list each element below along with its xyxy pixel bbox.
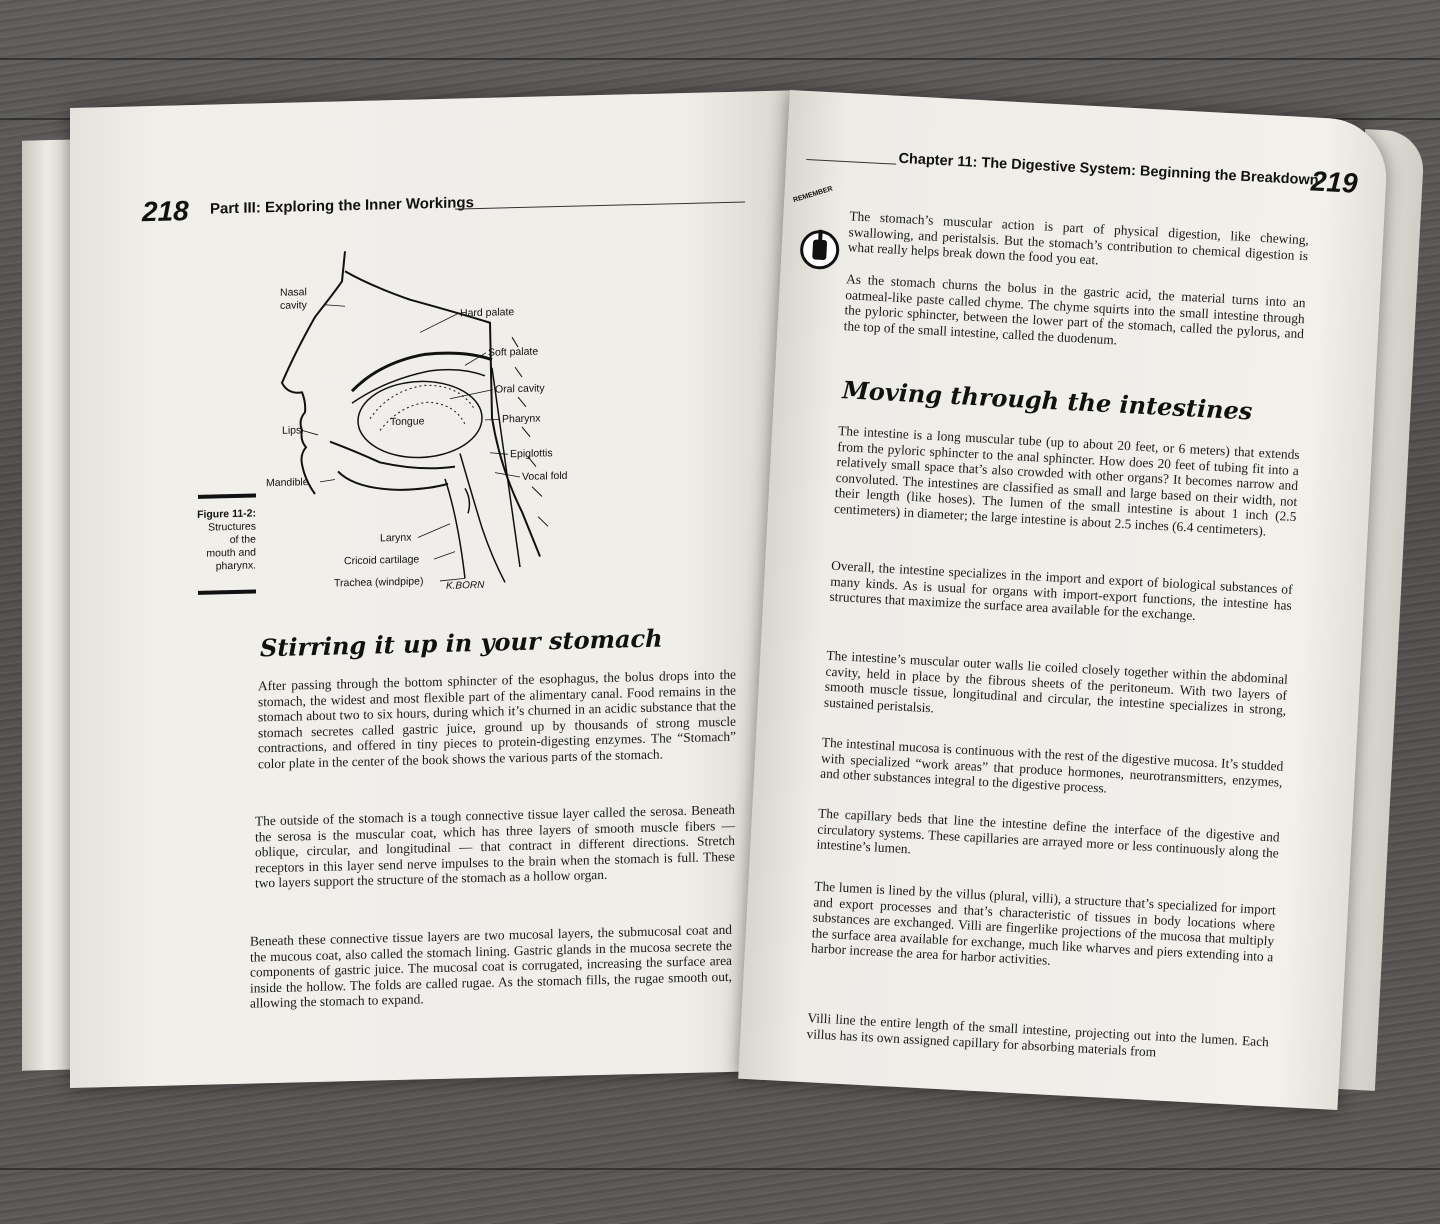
caption-line: of the xyxy=(229,533,256,547)
table-plank-seam xyxy=(0,58,1440,60)
body-paragraph: Villi line the entire length of the small intestine, projecting out into the lumen. Each villus has its own assigned capillary for absorbing materials from xyxy=(806,1010,1270,1060)
running-head-rule xyxy=(455,202,745,210)
running-head: Chapter 11: The Digestive System: Beginning the Breakdown xyxy=(898,150,1319,189)
body-paragraph: The stomach’s muscular action is part of physical digestion, like chewing, swallowing, and peristalsis. But the stomach’s contribution to chemical digestion is what really helps break down the food you eat. xyxy=(847,208,1310,268)
label-mandible: Mandible xyxy=(266,476,309,490)
figure-labels xyxy=(250,239,568,592)
illustrator-signature: K.BORN xyxy=(446,579,485,592)
table-plank-seam xyxy=(0,1168,1440,1170)
right-page xyxy=(738,90,1389,1110)
caption-line: Structures xyxy=(208,520,256,534)
label-soft-palate: Soft palate xyxy=(488,345,539,359)
label-cavity: cavity xyxy=(280,299,307,312)
body-paragraph: Beneath these connective tissue layers are two mucosal layers, the submucosal coat and the mucous coat, also called the stomach lining. Gastric glands in the mucosa secrete the components of gastric juice. The mucosal coat is corrugated, increasing the surface area inside the hollow. The folds are called rugae. As the stomach fills, the rugae smooth out, allowing the stomach to expand. xyxy=(250,921,732,1011)
caption-top-bar xyxy=(198,493,256,498)
body-paragraph: As the stomach churns the bolus in the gastric acid, the material turns into an oatmeal-like paste called chyme. The chyme squirts into the small intestine through the pyloric sphincter, between the lower part of the stomach, called the pylorus, and the top of the small intestine, called the duodenum. xyxy=(843,271,1306,348)
label-nasal: Nasal xyxy=(280,286,307,299)
body-paragraph: The intestine’s muscular outer walls lie coiled closely together within the abdominal cavity, held in place by the fibrous sheets of the peritoneum. With two layers of smooth muscle tissue, longitudinal and circular, the intestine specializes in strong, sustained peristalsis. xyxy=(823,647,1289,718)
page-number: 218 xyxy=(142,195,189,228)
caption-bottom-bar xyxy=(198,589,256,594)
running-head: Part III: Exploring the Inner Workings xyxy=(210,194,474,218)
body-paragraph: The outside of the stomach is a tough connective tissue layer called the serosa. Beneath the serosa is the muscular coat, which has three layers of smooth muscle fibers — oblique, circular, and longitudinal — that contract in different directions. Stretch receptors in this layer send nerve impulses to the brain when the stomach is full. These two layers support the structure of the stomach as a hollow organ. xyxy=(255,801,735,891)
label-epiglottis: Epiglottis xyxy=(510,447,553,461)
body-paragraph: After passing through the bottom sphincter of the esophagus, the bolus drops into the stomach, the widest and most flexible part of the alimentary canal. Food remains in the stomach about two to six hours, during which it’s churned in an acidic substance that the stomach secretes called gastric juice, ground up by thousands of strong muscle contractions, and offered in tiny pieces to protein-digesting enzymes. The “Stomach” color plate in the center of the book shows the various parts of the stomach. xyxy=(258,666,736,772)
caption-line: pharynx. xyxy=(215,559,256,573)
label-larynx: Larynx xyxy=(380,531,412,545)
label-tongue: Tongue xyxy=(390,415,425,429)
running-head-rule xyxy=(806,159,896,165)
left-page xyxy=(70,90,790,1088)
page-number: 219 xyxy=(1310,165,1359,199)
label-hard-palate: Hard palate xyxy=(460,306,515,320)
body-paragraph: Overall, the intestine specializes in the import and export of biological substances of many kinds. As is usual for organs with import-export functions, the intestine has structures that maximize the surface area available for the exchange. xyxy=(829,557,1293,624)
label-trachea: Trachea (windpipe) xyxy=(334,575,424,590)
section-heading: Stirring it up in your stomach xyxy=(260,623,663,663)
label-cricoid-cartilage: Cricoid cartilage xyxy=(344,553,420,568)
remember-icon xyxy=(799,199,843,273)
caption-number: Figure 11-2: xyxy=(197,507,256,521)
section-heading: Moving through the intestines xyxy=(841,375,1254,426)
body-paragraph: The capillary beds that line the intestine define the interface of the digestive and circulatory systems. These capillaries are arrayed more or less continuously along the intestine’s lumen. xyxy=(816,805,1280,861)
figure-caption xyxy=(180,507,256,574)
label-pharynx: Pharynx xyxy=(502,412,541,426)
label-lips: Lips xyxy=(282,424,302,437)
body-paragraph: The intestinal mucosa is continuous with the rest of the digestive mucosa. It’s studded with specialized “work areas” that produce hormones, neurotransmitters, enzymes, and other substances integral to the digestive process. xyxy=(819,734,1284,796)
body-paragraph: The lumen is lined by the villus (plural, villi), a structure that’s specialized for import and export processes and that’s characteristic of tissues in body locations where substances are exchanged. Villi are fingerlike projections of the mucosa that multiply the surface area available for exchange, much like wharves and piers extending into a harbor increase the area for harbor activities. xyxy=(810,878,1277,969)
label-oral-cavity: Oral cavity xyxy=(495,382,545,396)
label-vocal-fold: Vocal fold xyxy=(522,469,568,483)
caption-line: mouth and xyxy=(206,546,256,560)
remember-icon-label: REMEMBER xyxy=(792,185,834,205)
mouth-pharynx-illustration xyxy=(260,235,620,594)
body-paragraph: The intestine is a long muscular tube (up to about 20 feet, or 6 meters) that extends from the pyloric sphincter to the anal sphincter. How does 20 feet of tubing fit into a relatively small space that’s also crowded with other organs? It becomes narrow and convoluted. The intestines are classified as small and large based on their width, not their length (like hoses). The lumen of the small intestine is about 1 inch (2.5 centimeters) in diameter; the large intestine is about 2.5 inches (6.4 centimeters). xyxy=(833,423,1301,539)
